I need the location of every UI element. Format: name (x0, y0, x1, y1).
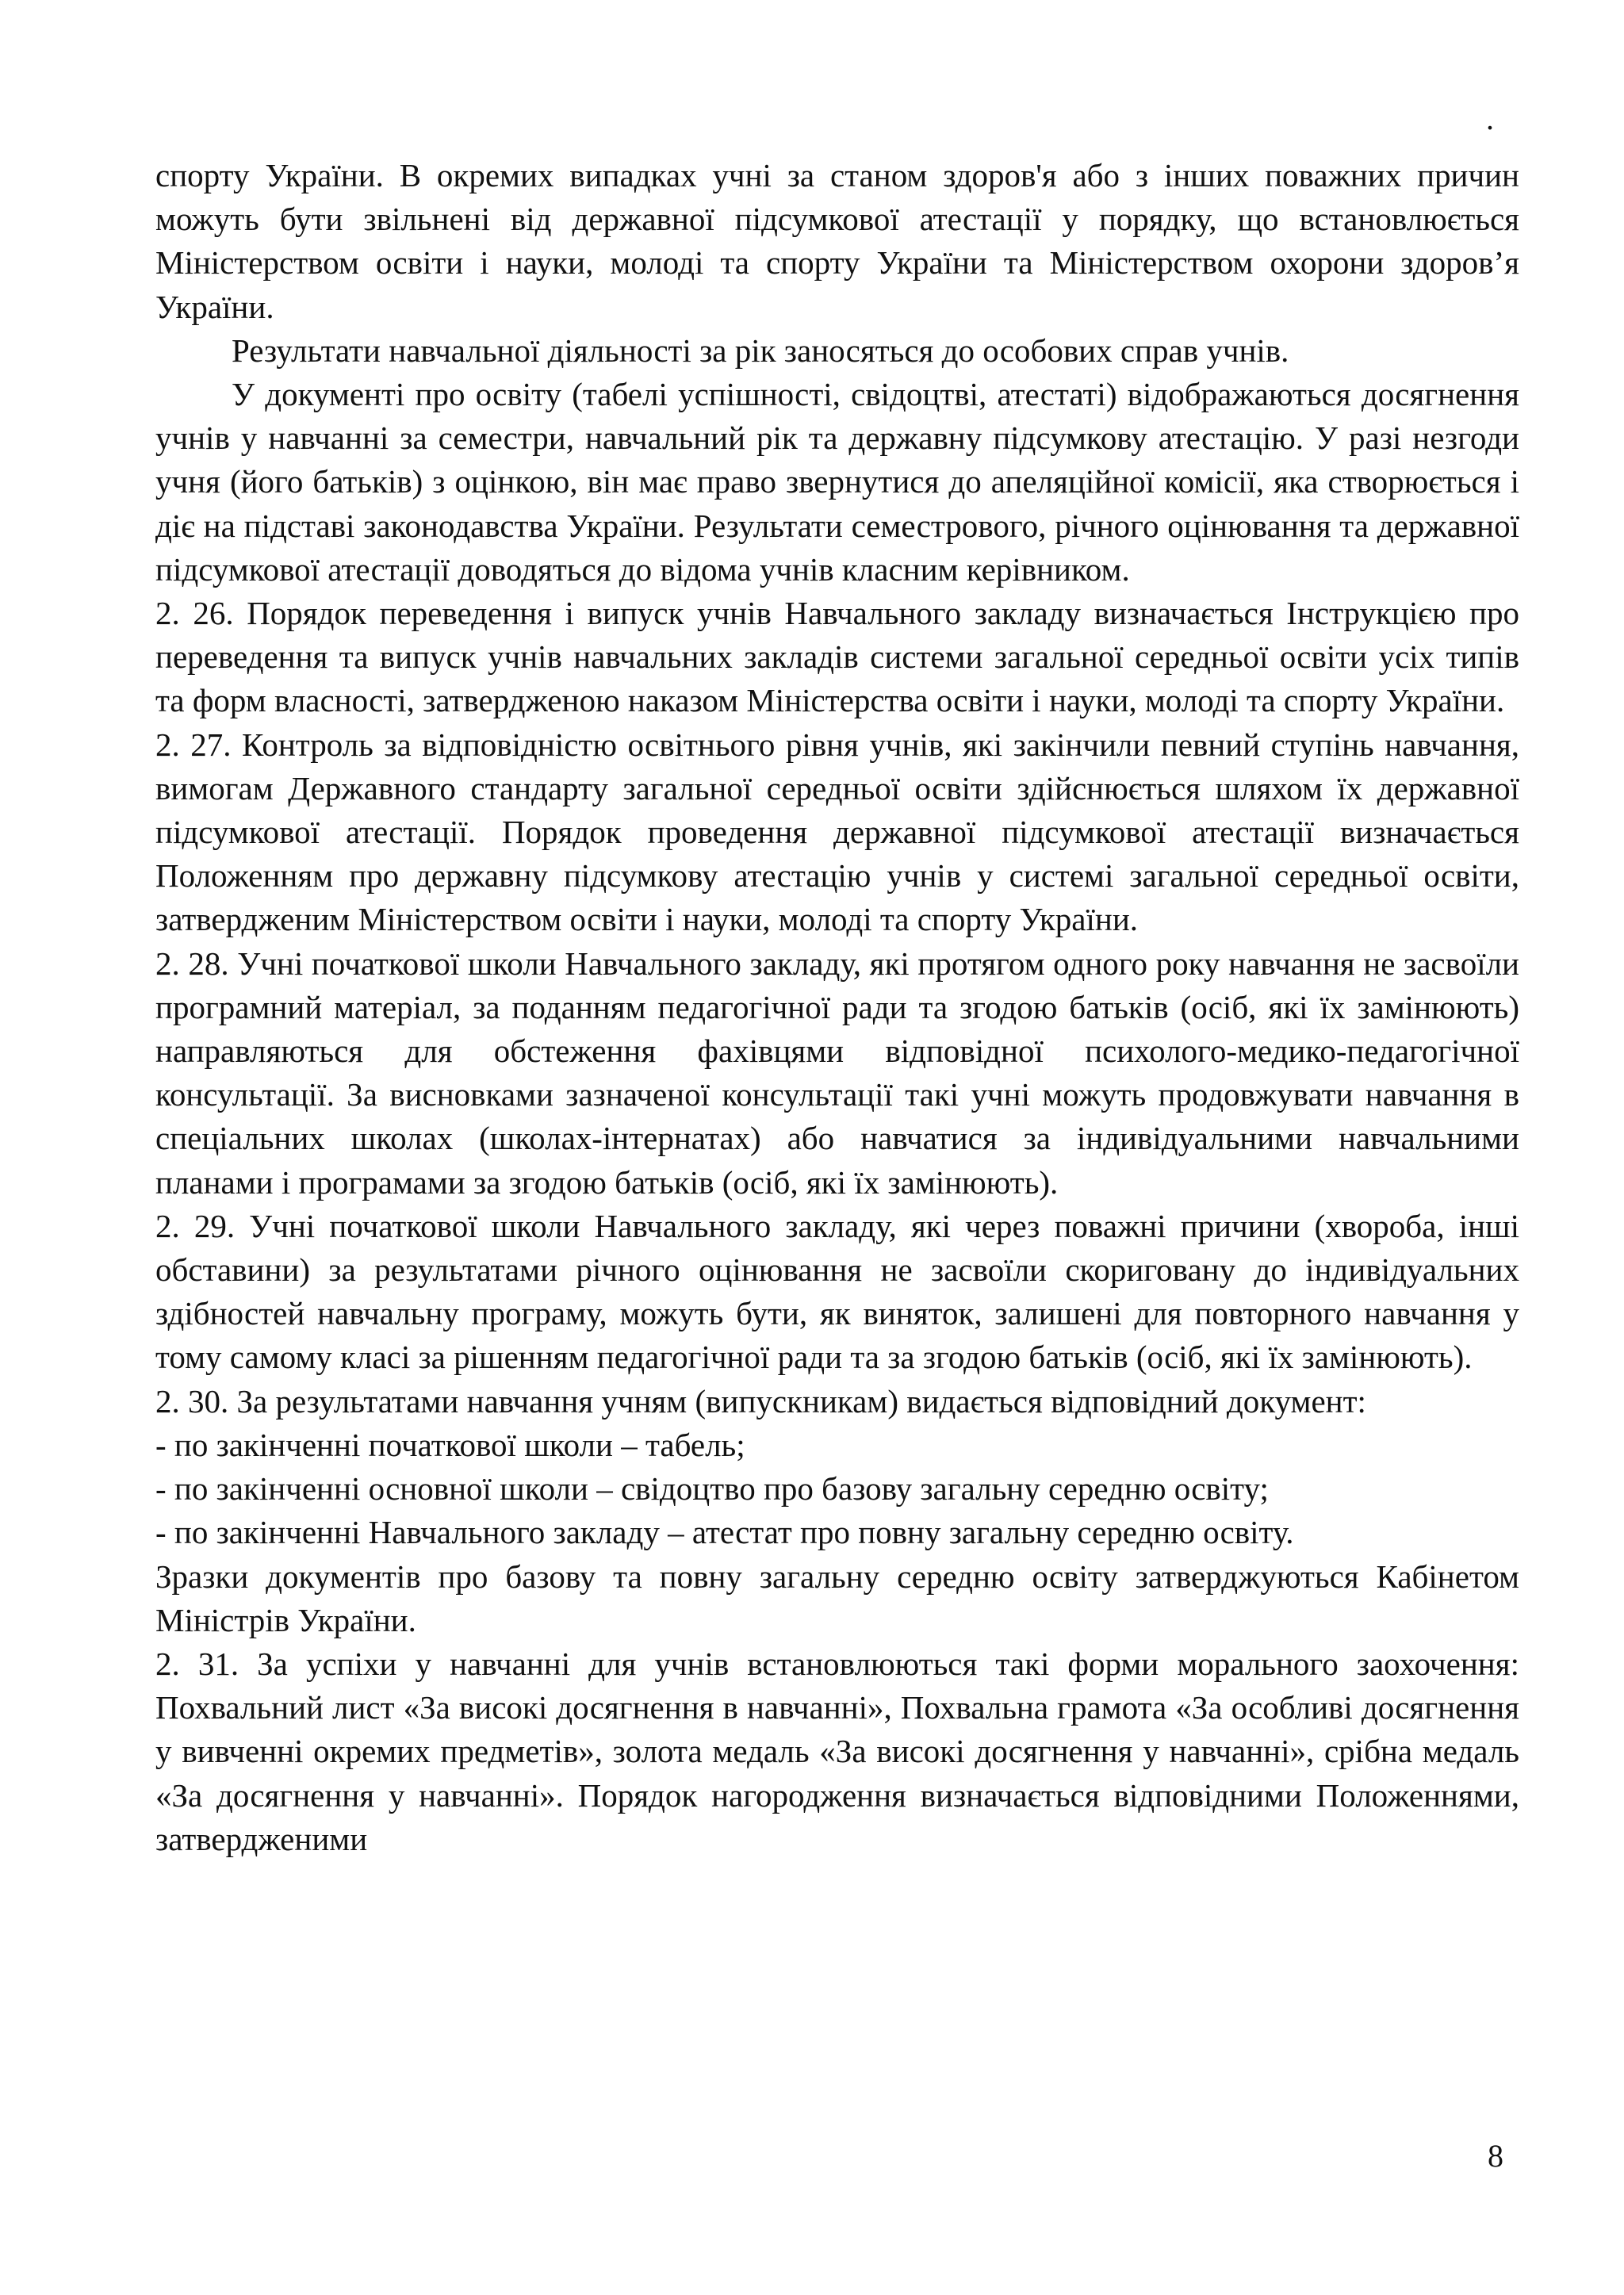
paragraph-2-29: 2. 29. Учні початкової школи Навчального закладу, які через поважні причини (хвороба, інші обставини) за результатами річного оцінювання не засвоїли скориговану до індивідуальних здібностей навчальну програму, можуть бути, як виняток, залишені для повторного навчання у тому самому класі за рішенням педагогічної ради та за згодою батьків (осіб, які їх замінюють). (155, 1207, 1519, 1376)
page-number: 8 (1488, 2138, 1503, 2174)
paragraph-2-30: 2. 30. За результатами навчання учням (випускникам) видається відповідний документ: (155, 1382, 1366, 1420)
paragraph-2-28: 2. 28. Учні початкової школи Навчального закладу, які протягом одного року навчання не засвоїли програмний матеріал, за поданням педагогічної ради та згодою батьків (осіб, які їх замінюють) направляються для обстеження фахівцями відповідної психолого-медико-педагогічної консультації. За висновками зазначеної консультації такі учні можуть продовжувати навчання в спеціальних школах (школах-інтернатах) або навчатися за індивідуальними навчальними планами і програмами за згодою батьків (осіб, які їх замінюють). (155, 944, 1519, 1201)
paragraph-results: Результати навчальної діяльності за рік заносяться до особових справ учнів. (232, 331, 1289, 369)
list-item-complete: - по закінченні Навчального закладу – атестат про повну загальну середню освіту. (155, 1514, 1294, 1551)
paragraph-document-samples: Зразки документів про базову та повну загальну середню освіту затверджуються Кабінетом Міністрів України. (155, 1557, 1519, 1638)
paragraph-education-document: У документі про освіту (табелі успішності, свідоцтві, атестаті) відображаються досягнення учнів у навчанні за семестри, навчальний рік та державну підсумкову атестацію. У разі незгоди учня (його батьків) з оцінкою, він має право звернутися до апеляційної комісії, яка створюється і діє на підставі законодавства України. Результати семестрового, річного оцінювання та державної підсумкової атестації доводяться до відома учнів класним керівником. (155, 376, 1519, 588)
top-mark: . (1486, 101, 1494, 136)
document-body (155, 154, 1519, 1861)
paragraph-2-26: 2. 26. Порядок переведення і випуск учнів Навчального закладу визначається Інструкцією про переведення та випуск учнів навчальних закладів системи загальної середньої освіти усіх типів та форм власності, затвердженою наказом Міністерства освіти і науки, молоді та спорту України. (155, 595, 1519, 719)
paragraph-2-31: 2. 31. За успіхи у навчанні для учнів встановлюються такі форми морального заохочення: Похвальний лист «За високі досягнення в навчанні», Похвальна грамота «За особливі досягнення у вивченні окремих предметів», золота медаль «За високі досягнення у навчанні», срібна медаль «За досягнення у навчанні». Порядок нагородження визначається відповідними Положеннями, затвердженими (155, 1645, 1519, 1857)
list-item-basic: - по закінченні основної школи – свідоцтво про базову загальну середню освіту; (155, 1470, 1269, 1508)
paragraph-continuation: спорту України. В окремих випадках учні за станом здоров'я або з інших поважних причин можуть бути звільнені від державної підсумкової атестації у порядку, що встановлюється Міністерством освіти і науки, молоді та спорту України та Міністерством охорони здоров’я України. (155, 157, 1519, 325)
list-item-primary: - по закінченні початкової школи – табель; (155, 1426, 745, 1463)
paragraph-2-27: 2. 27. Контроль за відповідністю освітнього рівня учнів, які закінчили певний ступінь навчання, вимогам Державного стандарту загальної середньої освіти здійснюється шляхом їх державної підсумкової атестації. Порядок проведення державної підсумкової атестації визначається Положенням про державну підсумкову атестацію учнів у системі загальної середньої освіти, затвердженим Міністерством освіти і науки, молоді та спорту України. (155, 726, 1519, 938)
